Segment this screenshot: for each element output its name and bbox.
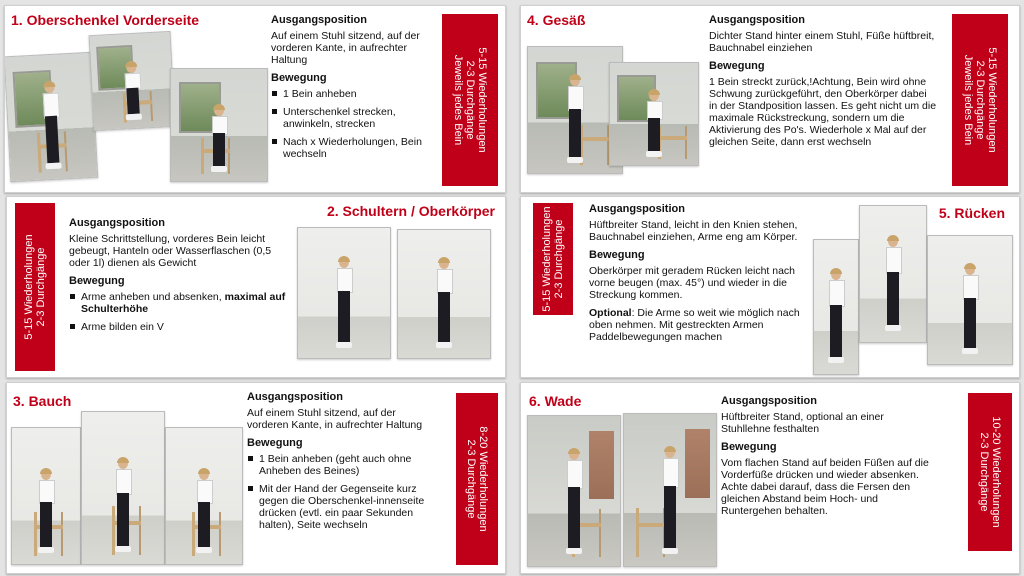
reps-line: 5-15 Wiederholungen — [23, 234, 35, 340]
exercise-card-4 — [520, 5, 1020, 193]
reps-line: Jeweils jedes Bein — [452, 54, 464, 146]
card-text — [709, 14, 937, 154]
exercise-photo — [165, 427, 243, 565]
exercise-photo — [927, 235, 1013, 365]
optional-label: Optional — [589, 307, 632, 319]
move-text: Vom flachen Stand auf beiden Füßen auf die Vorderfüße drücken und wieder absenken. Achte dabei darauf, dass die Fersen den gleichen Abstand beim Hoch- und Runtergehen behalten. — [721, 457, 929, 517]
exercise-photo — [609, 62, 699, 166]
move-item: Arme bilden ein V — [81, 321, 291, 333]
card-text — [589, 203, 807, 349]
reps-line: 5-15 Wiederholungen — [986, 47, 998, 153]
exercise-photo — [81, 411, 165, 565]
move-heading: Bewegung — [69, 275, 125, 287]
card-text — [69, 217, 291, 339]
reps-line: 2-3 Durchgänge — [974, 60, 986, 140]
start-heading: Ausgangsposition — [247, 391, 343, 403]
move-text: 1 Bein streckt zurück,!Achtung, Bein wird ohne Schwung zurückgeführt, den Oberkörper dabei in der Standposition lassen. Es geht nicht um die maximale Rückstreckung, sondern um die Aktivierung des Po's. Wiederhole x Mal auf der gleichen Seite, dann erst wechseln — [709, 76, 937, 148]
optional-text — [589, 307, 807, 343]
repetitions-badge — [456, 393, 498, 565]
exercise-card-2 — [6, 196, 506, 378]
reps-line: Jeweils jedes Bein — [962, 54, 974, 146]
card-title: 2. Schultern / Oberkörper — [326, 203, 495, 219]
start-text: Auf einem Stuhl sitzend, auf der vorderen Kante, in aufrechter Haltung — [271, 30, 420, 66]
move-item: 1 Bein anheben (geht auch ohne Anheben des Beines) — [259, 453, 435, 477]
exercise-photo — [4, 52, 98, 182]
card-title: 4. Gesäß — [527, 12, 586, 28]
move-heading: Bewegung — [721, 441, 777, 453]
move-item: 1 Bein anheben — [283, 88, 441, 100]
start-text: Dichter Stand hinter einem Stuhl, Füße hüftbreit, Bauchnabel einziehen — [709, 30, 935, 54]
exercise-photo — [623, 413, 717, 567]
start-text: Kleine Schrittstellung, vorderes Bein leicht gebeugt, Hanteln oder Wasserflaschen (0,5 oder 1l) dienen als Gewicht — [69, 233, 272, 269]
exercise-photo — [89, 31, 176, 131]
repetitions-badge — [952, 14, 1008, 186]
repetitions-badge — [533, 203, 573, 315]
start-heading: Ausgangsposition — [721, 395, 817, 407]
move-list — [271, 88, 441, 160]
reps-line: 5-15 Wiederholungen — [476, 47, 488, 153]
exercise-photo — [527, 415, 621, 567]
reps-line: 2-3 Durchgänge — [978, 432, 990, 512]
start-heading: Ausgangsposition — [709, 14, 805, 26]
start-heading: Ausgangsposition — [271, 14, 367, 26]
move-item-text: Arme anheben und absenken, — [81, 291, 225, 303]
card-title: 6. Wade — [529, 393, 582, 409]
exercise-photo — [397, 229, 491, 359]
exercise-photo — [170, 68, 268, 182]
repetitions-badge — [15, 203, 55, 371]
move-heading: Bewegung — [247, 437, 303, 449]
move-heading: Bewegung — [271, 72, 327, 84]
exercise-photo — [813, 239, 859, 375]
card-title: 1. Oberschenkel Vorderseite — [11, 12, 200, 28]
card-text — [721, 395, 933, 523]
optional-body: : Die Arme so weit wie möglich nach oben nehmen. Mit gestreckten Armen Paddelbewegungen machen — [589, 307, 800, 343]
move-item: Mit der Hand der Gegenseite kurz gegen die Oberschenkel-innenseite drücken (evtl. ein paar Sekunden halten), Seite wechseln — [259, 483, 435, 531]
exercise-card-6 — [520, 382, 1020, 574]
card-title: 3. Bauch — [13, 393, 72, 409]
move-item: Nach x Wiederholungen, Bein wechseln — [283, 136, 441, 160]
move-heading: Bewegung — [709, 60, 765, 72]
repetitions-badge — [968, 393, 1012, 551]
reps-line: 2-3 Durchgänge — [35, 247, 47, 327]
exercise-photo — [11, 427, 81, 565]
start-text: Auf einem Stuhl sitzend, auf der vorderen Kante, in aufrechter Haltung — [247, 407, 423, 431]
reps-line: 2-3 Durchgänge — [465, 439, 477, 519]
move-item — [81, 291, 291, 315]
move-list — [247, 453, 435, 531]
reps-line: 2-3 Durchgänge — [553, 219, 565, 299]
move-list — [69, 291, 291, 333]
start-heading: Ausgangsposition — [589, 203, 685, 215]
repetitions-badge — [442, 14, 498, 186]
reps-line: 5-15 Wiederholungen — [541, 206, 553, 312]
start-text: Hüftbreiter Stand, leicht in den Knien stehen, Bauchnabel einziehen, Arme eng am Körper. — [589, 219, 798, 243]
start-text: Hüftbreiter Stand, optional an einer Stuhllehne festhalten — [721, 411, 884, 435]
reps-line: 10-20 Wiederholungen — [990, 416, 1002, 528]
card-text — [271, 14, 441, 166]
move-item-emphasis: maximal auf Schulterhöhe — [81, 291, 286, 315]
exercise-photo — [859, 205, 927, 343]
move-item: Unterschenkel strecken, anwinkeln, strecken — [283, 106, 441, 130]
reps-line: 2-3 Durchgänge — [464, 60, 476, 140]
card-text — [247, 391, 435, 537]
reps-line: 8-20 Wiederholungen — [477, 426, 489, 532]
card-title: 5. Rücken — [938, 205, 1005, 221]
move-text: Oberkörper mit geradem Rücken leicht nach vorne beugen (max. 45°) und wieder in die Streckung kommen. — [589, 265, 796, 301]
start-heading: Ausgangsposition — [69, 217, 165, 229]
exercise-card-1 — [4, 5, 506, 193]
exercise-card-5 — [520, 196, 1020, 378]
exercise-photo — [297, 227, 391, 359]
exercise-card-3 — [6, 382, 506, 574]
move-heading: Bewegung — [589, 249, 645, 261]
